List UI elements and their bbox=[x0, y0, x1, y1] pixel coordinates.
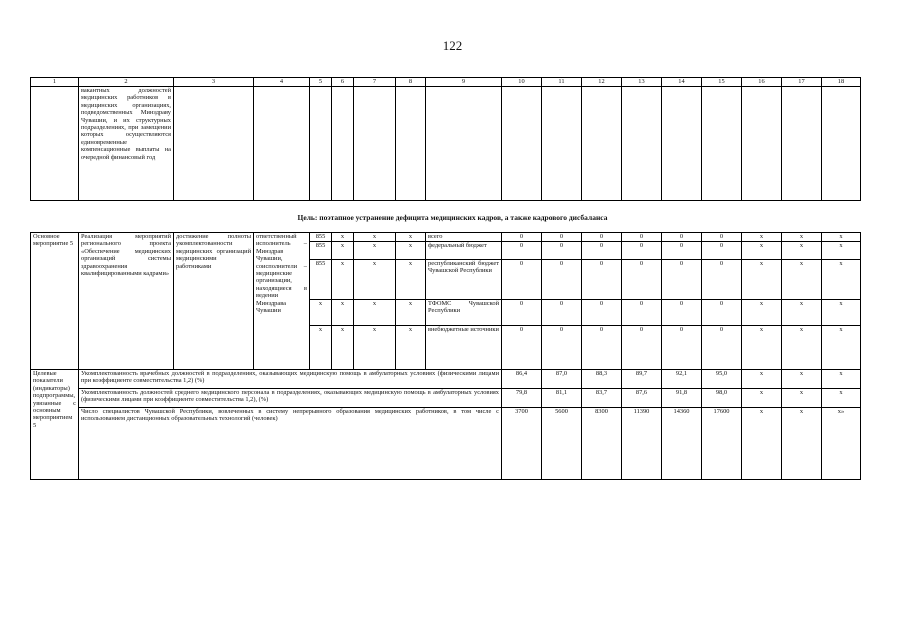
value-cell: 0 bbox=[622, 233, 662, 242]
measure-result: достижение полноты укомплектованности медицинских организаций медицинскими работниками bbox=[174, 233, 254, 370]
funding-source: всего bbox=[426, 233, 502, 242]
value-cell: x bbox=[822, 242, 861, 260]
code-cell: x bbox=[396, 242, 426, 260]
code-cell: x bbox=[396, 260, 426, 300]
value-cell: x bbox=[742, 389, 782, 408]
value-cell: 17600 bbox=[702, 408, 742, 480]
code-cell: x bbox=[332, 326, 354, 370]
code-cell: x bbox=[396, 233, 426, 242]
value-cell: 3700 bbox=[502, 408, 542, 480]
value-cell: 0 bbox=[542, 233, 582, 242]
value-cell: 95,0 bbox=[702, 370, 742, 389]
value-cell: 0 bbox=[622, 242, 662, 260]
code-cell: x bbox=[310, 300, 332, 326]
value-cell: x bbox=[742, 260, 782, 300]
value-cell: 0 bbox=[622, 260, 662, 300]
col-num: 14 bbox=[662, 78, 702, 87]
value-cell: 11390 bbox=[622, 408, 662, 480]
col-num: 6 bbox=[332, 78, 354, 87]
value-cell: x bbox=[742, 233, 782, 242]
funding-source: республиканский бюджет Чувашской Республики bbox=[426, 260, 502, 300]
col-num: 2 bbox=[79, 78, 174, 87]
value-cell: x bbox=[742, 300, 782, 326]
value-cell: 87,6 bbox=[622, 389, 662, 408]
target-row bbox=[31, 408, 861, 480]
code-cell: 855 bbox=[310, 260, 332, 300]
value-cell: 0 bbox=[582, 260, 622, 300]
code-cell: x bbox=[332, 300, 354, 326]
value-cell: 0 bbox=[502, 260, 542, 300]
value-cell: 0 bbox=[502, 233, 542, 242]
col-num: 1 bbox=[31, 78, 79, 87]
value-cell: x bbox=[742, 370, 782, 389]
value-cell: x bbox=[782, 260, 822, 300]
code-cell: x bbox=[332, 233, 354, 242]
funding-source: федеральный бюджет bbox=[426, 242, 502, 260]
value-cell: 0 bbox=[662, 233, 702, 242]
value-cell: x» bbox=[822, 408, 861, 480]
col-num: 4 bbox=[254, 78, 310, 87]
value-cell: x bbox=[822, 260, 861, 300]
code-cell: 855 bbox=[310, 242, 332, 260]
value-cell: 0 bbox=[622, 300, 662, 326]
code-cell: 855 bbox=[310, 233, 332, 242]
targets-label: Целевые показатели (индикаторы) подпрограммы, увязанные с основным мероприятием 5 bbox=[31, 370, 79, 480]
value-cell: 0 bbox=[662, 326, 702, 370]
measure-table bbox=[30, 232, 861, 480]
value-cell: x bbox=[822, 389, 861, 408]
value-cell: x bbox=[782, 300, 822, 326]
target-text: Укомплектованность врачебных должностей в подразделениях, оказывающих медицинскую помощь в амбулаторных условиях (физическими лицами при коэффициенте совместительства 1,2) (%) bbox=[79, 370, 502, 389]
funding-source: внебюджетные источники bbox=[426, 326, 502, 370]
value-cell: 0 bbox=[702, 300, 742, 326]
value-cell: x bbox=[782, 408, 822, 480]
measure-executors: ответственный исполнитель – Минздрав Чувашии, соисполнители – медицинские организации, находящиеся в ведении Минздрава Чувашии bbox=[254, 233, 310, 370]
value-cell: x bbox=[742, 326, 782, 370]
value-cell: 0 bbox=[582, 326, 622, 370]
col-num: 7 bbox=[354, 78, 396, 87]
value-cell: 87,0 bbox=[542, 370, 582, 389]
continuation-text: вакантных должностей медицинских работников в медицинских организациях, подведомственных Минздраву Чувашии, и их структурных подразделениях, при замещении которых осуществляются единовременные компенсационные выплаты на очередной финансовый год bbox=[79, 87, 174, 201]
target-row bbox=[31, 370, 861, 389]
value-cell: 0 bbox=[702, 326, 742, 370]
value-cell: 89,7 bbox=[622, 370, 662, 389]
target-row bbox=[31, 389, 861, 408]
col-num: 15 bbox=[702, 78, 742, 87]
col-num: 17 bbox=[782, 78, 822, 87]
value-cell: 0 bbox=[542, 260, 582, 300]
value-cell: 0 bbox=[662, 300, 702, 326]
value-cell: 0 bbox=[662, 260, 702, 300]
value-cell: x bbox=[782, 370, 822, 389]
value-cell: 0 bbox=[582, 233, 622, 242]
value-cell: x bbox=[782, 389, 822, 408]
col-num: 3 bbox=[174, 78, 254, 87]
value-cell: 0 bbox=[582, 242, 622, 260]
value-cell: 0 bbox=[702, 242, 742, 260]
target-text: Число специалистов Чувашской Республики, вовлеченных в систему непрерывного образования медицинских работников, в том числе с использованием дистанционных образовательных технологий (человек) bbox=[79, 408, 502, 480]
value-cell: x bbox=[822, 233, 861, 242]
code-cell: x bbox=[332, 242, 354, 260]
funding-row-total bbox=[31, 233, 861, 242]
value-cell: x bbox=[782, 242, 822, 260]
value-cell: 0 bbox=[542, 242, 582, 260]
value-cell: 0 bbox=[622, 326, 662, 370]
page-number: 122 bbox=[442, 38, 463, 53]
code-cell: x bbox=[354, 300, 396, 326]
value-cell: 0 bbox=[702, 260, 742, 300]
funding-source: ТФОМС Чувашской Республики bbox=[426, 300, 502, 326]
value-cell: 79,8 bbox=[502, 389, 542, 408]
code-cell: x bbox=[354, 242, 396, 260]
code-cell: x bbox=[396, 300, 426, 326]
value-cell: 91,8 bbox=[662, 389, 702, 408]
col-num: 13 bbox=[622, 78, 662, 87]
code-cell: x bbox=[354, 233, 396, 242]
measure-label: Основное мероприятие 5 bbox=[31, 233, 79, 370]
code-cell: x bbox=[354, 326, 396, 370]
goal-heading: Цель: поэтапное устранение дефицита медицинских кадров, а также кадрового дисбаланса bbox=[297, 213, 608, 222]
col-num: 10 bbox=[502, 78, 542, 87]
value-cell: x bbox=[822, 370, 861, 389]
value-cell: x bbox=[742, 408, 782, 480]
col-num: 16 bbox=[742, 78, 782, 87]
code-cell: x bbox=[332, 260, 354, 300]
code-cell: x bbox=[310, 326, 332, 370]
value-cell: 14360 bbox=[662, 408, 702, 480]
col-num: 9 bbox=[426, 78, 502, 87]
col-num: 11 bbox=[542, 78, 582, 87]
value-cell: 83,7 bbox=[582, 389, 622, 408]
value-cell: 92,1 bbox=[662, 370, 702, 389]
col-num: 5 bbox=[310, 78, 332, 87]
code-cell: x bbox=[354, 260, 396, 300]
code-cell: x bbox=[396, 326, 426, 370]
value-cell: x bbox=[782, 326, 822, 370]
continuation-row bbox=[31, 87, 861, 201]
value-cell: x bbox=[822, 326, 861, 370]
value-cell: x bbox=[822, 300, 861, 326]
value-cell: 8300 bbox=[582, 408, 622, 480]
value-cell: 88,3 bbox=[582, 370, 622, 389]
value-cell: 0 bbox=[582, 300, 622, 326]
value-cell: 0 bbox=[502, 242, 542, 260]
value-cell: 0 bbox=[662, 242, 702, 260]
value-cell: 98,0 bbox=[702, 389, 742, 408]
value-cell: 5600 bbox=[542, 408, 582, 480]
value-cell: x bbox=[742, 242, 782, 260]
value-cell: x bbox=[782, 233, 822, 242]
column-number-row bbox=[31, 78, 861, 87]
col-num: 12 bbox=[582, 78, 622, 87]
value-cell: 81,1 bbox=[542, 389, 582, 408]
col-num: 18 bbox=[822, 78, 861, 87]
value-cell: 86,4 bbox=[502, 370, 542, 389]
measure-name: Реализация мероприятий регионального проекта «Обеспечение медицинских организаций системы здравоохранения квалифицированными кадрами» bbox=[79, 233, 174, 370]
continuation-table bbox=[30, 77, 861, 201]
target-text: Укомплектованность должностей среднего медицинского персонала в подразделениях, оказывающих медицинскую помощь в амбулаторных условиях (физическими лицами при коэффициенте совместительства 1,2), (%) bbox=[79, 389, 502, 408]
col-num: 8 bbox=[396, 78, 426, 87]
value-cell: 0 bbox=[542, 326, 582, 370]
value-cell: 0 bbox=[502, 300, 542, 326]
value-cell: 0 bbox=[502, 326, 542, 370]
value-cell: 0 bbox=[702, 233, 742, 242]
value-cell: 0 bbox=[542, 300, 582, 326]
